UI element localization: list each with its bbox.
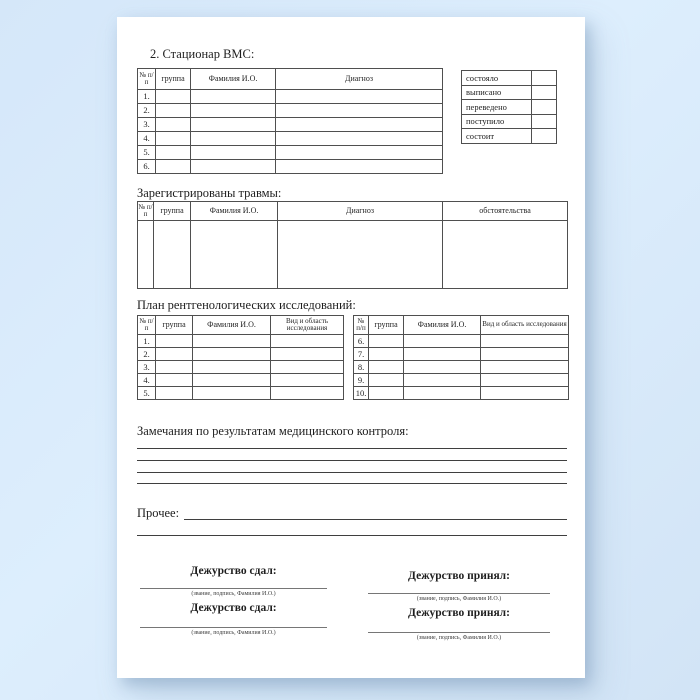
- table-row: [138, 374, 344, 387]
- xray-tables-row: [137, 315, 569, 400]
- empty-cell: [443, 221, 568, 289]
- empty-cell: [369, 374, 404, 387]
- writing-line: [137, 483, 567, 484]
- row-number: 3.: [138, 361, 156, 374]
- empty-cell: [532, 100, 557, 115]
- stats-row: [462, 85, 557, 100]
- signature-line: [140, 588, 327, 589]
- injuries-entry-row: [138, 221, 568, 289]
- empty-cell: [369, 387, 404, 400]
- row-number: 6.: [354, 335, 369, 348]
- empty-cell: [191, 90, 276, 104]
- empty-cell: [156, 90, 191, 104]
- other-label: Прочее:: [137, 506, 180, 520]
- col-header-num: № п/п: [138, 316, 156, 335]
- signature-block-accepted: [368, 570, 550, 642]
- xray-section-title: План рентгенологических исследований:: [137, 298, 356, 312]
- table-row: [138, 90, 443, 104]
- inpatient-table: [137, 68, 443, 174]
- empty-cell: [369, 335, 404, 348]
- inpatient-section-title: 2. Стационар ВМС:: [150, 47, 255, 61]
- form-page: [117, 17, 585, 678]
- col-header-num: № п/п: [354, 316, 369, 335]
- signature-caption: (звание, подпись, Фамилия И.О.): [416, 596, 502, 602]
- row-number: 1.: [138, 335, 156, 348]
- row-number: 2.: [138, 348, 156, 361]
- empty-cell: [404, 361, 481, 374]
- empty-cell: [138, 221, 154, 289]
- row-number: 3.: [138, 118, 156, 132]
- xray-table-left: [137, 315, 344, 400]
- empty-cell: [271, 387, 344, 400]
- empty-cell: [156, 146, 191, 160]
- empty-cell: [156, 104, 191, 118]
- table-row: [138, 160, 443, 174]
- empty-cell: [156, 374, 193, 387]
- empty-cell: [276, 160, 443, 174]
- empty-cell: [156, 361, 193, 374]
- row-number: 4.: [138, 374, 156, 387]
- empty-cell: [191, 132, 276, 146]
- empty-cell: [276, 118, 443, 132]
- empty-cell: [191, 104, 276, 118]
- empty-cell: [156, 335, 193, 348]
- table-row: [354, 348, 569, 361]
- stats-row: [462, 129, 557, 144]
- writing-line: [184, 507, 567, 520]
- row-number: 1.: [138, 90, 156, 104]
- inpatient-row: [137, 68, 557, 174]
- stats-label: выписано: [462, 85, 532, 100]
- empty-cell: [481, 374, 569, 387]
- stats-label: поступило: [462, 114, 532, 129]
- empty-cell: [276, 90, 443, 104]
- inpatient-stats-table: [461, 70, 557, 144]
- signature-line: [140, 627, 327, 628]
- empty-cell: [404, 374, 481, 387]
- empty-cell: [193, 335, 271, 348]
- signature-title: Дежурство принял:: [408, 607, 510, 619]
- writing-line: [137, 448, 567, 449]
- xray-header-row: [354, 316, 569, 335]
- empty-cell: [271, 374, 344, 387]
- empty-cell: [271, 335, 344, 348]
- row-number: 7.: [354, 348, 369, 361]
- stats-row: [462, 100, 557, 115]
- row-number: 2.: [138, 104, 156, 118]
- empty-cell: [532, 129, 557, 144]
- empty-cell: [271, 348, 344, 361]
- signature-title: Дежурство сдал:: [190, 565, 277, 577]
- other-row: [137, 506, 567, 520]
- empty-cell: [532, 85, 557, 100]
- empty-cell: [193, 361, 271, 374]
- table-row: [354, 374, 569, 387]
- table-row: [138, 146, 443, 160]
- empty-cell: [532, 114, 557, 129]
- col-header-num: № п/п: [138, 69, 156, 90]
- empty-cell: [404, 387, 481, 400]
- col-header-group: группа: [369, 316, 404, 335]
- stats-label: состояло: [462, 71, 532, 86]
- signature-caption: (звание, подпись, Фамилия И.О.): [191, 591, 276, 597]
- col-header-name: Фамилия И.О.: [193, 316, 271, 335]
- empty-cell: [404, 335, 481, 348]
- stats-row: [462, 71, 557, 86]
- signature-caption: (звание, подпись, Фамилия И.О.): [416, 635, 502, 641]
- table-row: [138, 104, 443, 118]
- injuries-section-title: Зарегистрированы травмы:: [137, 186, 282, 200]
- writing-line: [137, 535, 567, 536]
- empty-cell: [193, 348, 271, 361]
- empty-cell: [481, 361, 569, 374]
- empty-cell: [276, 104, 443, 118]
- inpatient-header-row: [138, 69, 443, 90]
- empty-cell: [481, 348, 569, 361]
- signature-line: [368, 632, 550, 633]
- empty-cell: [369, 348, 404, 361]
- table-row: [138, 348, 344, 361]
- table-row: [138, 335, 344, 348]
- empty-cell: [156, 387, 193, 400]
- table-row: [138, 361, 344, 374]
- empty-cell: [271, 361, 344, 374]
- col-header-diagnosis: Диагноз: [278, 202, 443, 221]
- signature-title: Дежурство принял:: [408, 570, 510, 582]
- empty-cell: [154, 221, 191, 289]
- empty-cell: [369, 361, 404, 374]
- empty-cell: [191, 160, 276, 174]
- empty-cell: [191, 146, 276, 160]
- table-row: [138, 118, 443, 132]
- row-number: 9.: [354, 374, 369, 387]
- empty-cell: [276, 132, 443, 146]
- xray-header-row: [138, 316, 344, 335]
- empty-cell: [156, 160, 191, 174]
- writing-line: [137, 472, 567, 473]
- xray-table-right: [353, 315, 569, 400]
- stats-label: состоит: [462, 129, 532, 144]
- col-header-exam-type: Вид и область исследования: [481, 316, 569, 335]
- col-header-exam-type: Вид и область исследования: [271, 316, 344, 335]
- stats-label: переведено: [462, 100, 532, 115]
- signature-line: [368, 593, 550, 594]
- stats-row: [462, 114, 557, 129]
- col-header-name: Фамилия И.О.: [191, 69, 276, 90]
- col-header-circumstances: обстоятельства: [443, 202, 568, 221]
- table-row: [138, 132, 443, 146]
- col-header-group: группа: [156, 69, 191, 90]
- empty-cell: [278, 221, 443, 289]
- remarks-section-title: Замечания по результатам медицинского контроля:: [137, 424, 409, 438]
- empty-cell: [481, 387, 569, 400]
- row-number: 4.: [138, 132, 156, 146]
- empty-cell: [156, 132, 191, 146]
- empty-cell: [404, 348, 481, 361]
- empty-cell: [156, 118, 191, 132]
- writing-line: [137, 460, 567, 461]
- col-header-group: группа: [156, 316, 193, 335]
- row-number: 5.: [138, 387, 156, 400]
- empty-cell: [191, 118, 276, 132]
- row-number: 10.: [354, 387, 369, 400]
- empty-cell: [193, 387, 271, 400]
- table-row: [138, 387, 344, 400]
- signature-block-handed-over: [140, 565, 327, 637]
- col-header-name: Фамилия И.О.: [191, 202, 278, 221]
- injuries-table: [137, 201, 568, 289]
- empty-cell: [156, 348, 193, 361]
- empty-cell: [532, 71, 557, 86]
- col-header-group: группа: [154, 202, 191, 221]
- empty-cell: [481, 335, 569, 348]
- row-number: 6.: [138, 160, 156, 174]
- row-number: 5.: [138, 146, 156, 160]
- table-row: [354, 361, 569, 374]
- empty-cell: [193, 374, 271, 387]
- col-header-num: № п/п: [138, 202, 154, 221]
- table-row: [354, 387, 569, 400]
- injuries-header-row: [138, 202, 568, 221]
- empty-cell: [191, 221, 278, 289]
- empty-cell: [276, 146, 443, 160]
- col-header-diagnosis: Диагноз: [276, 69, 443, 90]
- col-header-name: Фамилия И.О.: [404, 316, 481, 335]
- table-row: [354, 335, 569, 348]
- row-number: 8.: [354, 361, 369, 374]
- signature-title: Дежурство сдал:: [190, 602, 277, 614]
- signature-caption: (звание, подпись, Фамилия И.О.): [191, 630, 276, 636]
